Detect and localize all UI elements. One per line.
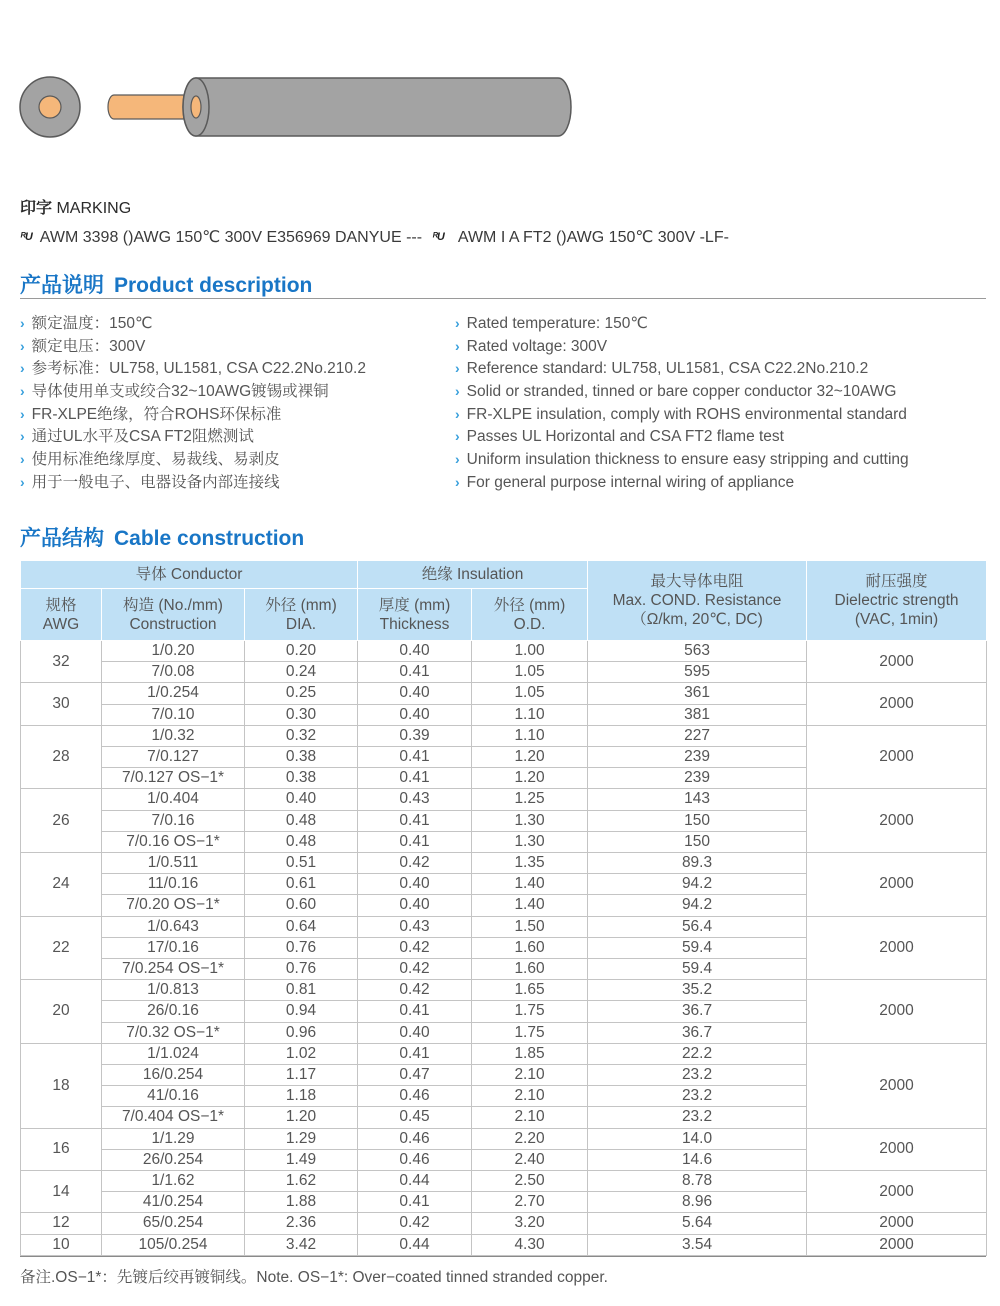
resistance-cell: 5.64 xyxy=(588,1213,807,1234)
header-awg-line: 规格 xyxy=(45,596,77,614)
construction-cell: 7/0.16 OS−1* xyxy=(102,831,245,852)
construction-cell: 7/0.08 xyxy=(102,662,245,683)
thickness-cell: 0.44 xyxy=(358,1171,472,1192)
table-row xyxy=(21,1128,987,1149)
chevron-right-icon: › xyxy=(20,383,25,400)
thickness-cell: 0.40 xyxy=(358,704,472,725)
od-cell: 2.40 xyxy=(472,1149,588,1170)
resistance-cell: 36.7 xyxy=(588,1001,807,1022)
chevron-right-icon: › xyxy=(455,405,460,422)
od-cell: 1.50 xyxy=(472,916,588,937)
dia-cell: 1.49 xyxy=(245,1149,358,1170)
header-dielectric-line: (VAC, 1min) xyxy=(854,611,939,628)
header-awg-line: AWG xyxy=(42,615,80,633)
od-cell: 1.40 xyxy=(472,895,588,916)
dia-cell: 0.60 xyxy=(245,895,358,916)
thickness-cell: 0.40 xyxy=(358,641,472,662)
header-construction-line: 构造 (No./mm) xyxy=(123,596,223,614)
od-cell: 2.10 xyxy=(472,1107,588,1128)
awg-cell: 26 xyxy=(21,789,102,853)
awg-cell: 30 xyxy=(21,683,102,725)
description-text: 用于一般电子、电器设备内部连接线 xyxy=(31,473,280,491)
cable-illustration xyxy=(18,74,574,140)
resistance-cell: 94.2 xyxy=(588,874,807,895)
od-cell: 1.75 xyxy=(472,1022,588,1043)
od-cell: 1.85 xyxy=(472,1043,588,1064)
chevron-right-icon: › xyxy=(455,473,460,490)
resistance-cell: 59.4 xyxy=(588,937,807,958)
dielectric-cell: 2000 xyxy=(807,1213,987,1234)
table-row xyxy=(21,1043,987,1064)
description-item xyxy=(455,403,909,426)
chevron-right-icon: › xyxy=(20,337,25,354)
construction-cell: 1/1.62 xyxy=(102,1171,245,1192)
resistance-cell: 23.2 xyxy=(588,1086,807,1107)
chevron-right-icon: › xyxy=(20,405,25,422)
od-cell: 2.20 xyxy=(472,1128,588,1149)
header-resistance-line: Max. COND. Resistance xyxy=(612,592,782,609)
header-dielectric-line: 耐压强度 xyxy=(865,573,928,590)
construction-cell: 65/0.254 xyxy=(102,1213,245,1234)
resistance-cell: 3.54 xyxy=(588,1234,807,1255)
dia-cell: 0.32 xyxy=(245,725,358,746)
product-description-title xyxy=(20,269,312,299)
construction-cell: 26/0.16 xyxy=(102,1001,245,1022)
chevron-right-icon: › xyxy=(455,337,460,354)
construction-cell: 1/0.511 xyxy=(102,853,245,874)
chevron-right-icon: › xyxy=(20,315,25,331)
dia-cell: 1.02 xyxy=(245,1043,358,1064)
table-row xyxy=(21,789,987,810)
dielectric-cell: 2000 xyxy=(807,789,987,853)
dielectric-cell: 2000 xyxy=(807,1043,987,1128)
od-cell: 1.60 xyxy=(472,959,588,980)
description-item xyxy=(20,448,366,471)
thickness-cell: 0.42 xyxy=(358,980,472,1001)
chevron-right-icon: › xyxy=(455,360,460,377)
table-row xyxy=(21,1234,987,1255)
thickness-cell: 0.44 xyxy=(358,1234,472,1255)
chevron-right-icon: › xyxy=(20,451,25,468)
description-item xyxy=(20,425,366,448)
resistance-cell: 14.6 xyxy=(588,1149,807,1170)
header-dielectric xyxy=(807,561,987,641)
construction-cell: 7/0.16 xyxy=(102,810,245,831)
header-insulation: 绝缘 Insulation xyxy=(358,561,588,589)
construction-cell: 1/0.404 xyxy=(102,789,245,810)
thickness-cell: 0.41 xyxy=(358,768,472,789)
marking-text-1: AWM 3398 ()AWG 150℃ 300V E356969 DANYUE --- xyxy=(39,229,423,246)
table-row xyxy=(21,916,987,937)
header-dielectric-line: Dielectric strength xyxy=(834,592,959,609)
chevron-right-icon: › xyxy=(455,428,460,445)
od-cell: 1.20 xyxy=(472,747,588,768)
dia-cell: 0.30 xyxy=(245,704,358,725)
awg-cell: 10 xyxy=(21,1234,102,1255)
description-text: 额定温度：150℃ xyxy=(31,315,153,332)
thickness-cell: 0.45 xyxy=(358,1107,472,1128)
dia-cell: 0.96 xyxy=(245,1022,358,1043)
thickness-cell: 0.40 xyxy=(358,683,472,704)
table-row xyxy=(21,683,987,704)
resistance-cell: 22.2 xyxy=(588,1043,807,1064)
description-text: Passes UL Horizontal and CSA FT2 flame test xyxy=(466,428,784,446)
chevron-right-icon: › xyxy=(20,360,25,377)
description-text: 额定电压：300V xyxy=(31,337,146,355)
thickness-cell: 0.41 xyxy=(358,831,472,852)
resistance-cell: 239 xyxy=(588,768,807,789)
header-thickness-line: 厚度 (mm) xyxy=(378,596,451,614)
description-text: Rated temperature: 150℃ xyxy=(466,315,648,332)
description-item xyxy=(20,357,366,380)
construction-cell: 105/0.254 xyxy=(102,1234,245,1255)
construction-cell: 7/0.127 OS−1* xyxy=(102,768,245,789)
thickness-cell: 0.42 xyxy=(358,937,472,958)
description-text: FR-XLPE绝缘，符合ROHS环保标准 xyxy=(31,405,282,423)
dia-cell: 0.94 xyxy=(245,1001,358,1022)
awg-cell: 24 xyxy=(21,853,102,917)
thickness-cell: 0.41 xyxy=(358,810,472,831)
construction-cell: 1/0.813 xyxy=(102,980,245,1001)
table-bottom-rule xyxy=(20,1256,986,1257)
marking-line xyxy=(20,227,729,247)
dia-cell: 1.88 xyxy=(245,1192,358,1213)
thickness-cell: 0.43 xyxy=(358,789,472,810)
construction-cell: 17/0.16 xyxy=(102,937,245,958)
resistance-cell: 227 xyxy=(588,725,807,746)
dia-cell: 0.81 xyxy=(245,980,358,1001)
dielectric-cell: 2000 xyxy=(807,980,987,1044)
header-dia-line: 外径 (mm) xyxy=(265,596,337,614)
product-description-title-en: Product description xyxy=(114,274,313,297)
marking-title-en: MARKING xyxy=(56,200,132,217)
resistance-cell: 23.2 xyxy=(588,1107,807,1128)
od-cell: 1.75 xyxy=(472,1001,588,1022)
dia-cell: 3.42 xyxy=(245,1234,358,1255)
dia-cell: 1.29 xyxy=(245,1128,358,1149)
header-od-line: O.D. xyxy=(513,615,546,633)
dia-cell: 0.48 xyxy=(245,831,358,852)
awg-cell: 32 xyxy=(21,641,102,683)
chevron-right-icon: › xyxy=(20,428,25,445)
od-cell: 2.50 xyxy=(472,1171,588,1192)
od-cell: 1.00 xyxy=(472,641,588,662)
thickness-cell: 0.47 xyxy=(358,1065,472,1086)
resistance-cell: 23.2 xyxy=(588,1065,807,1086)
resistance-cell: 36.7 xyxy=(588,1022,807,1043)
table-row xyxy=(21,1213,987,1234)
description-text: 参考标准：UL758, UL1581, CSA C22.2No.210.2 xyxy=(31,360,366,378)
header-dia xyxy=(245,589,358,641)
dielectric-cell: 2000 xyxy=(807,853,987,917)
cable-construction-title xyxy=(20,522,304,552)
description-item xyxy=(20,403,366,426)
od-cell: 1.25 xyxy=(472,789,588,810)
od-cell: 1.30 xyxy=(472,810,588,831)
thickness-cell: 0.40 xyxy=(358,1022,472,1043)
ul-recognized-icon: ᴿU xyxy=(20,231,32,243)
od-cell: 1.10 xyxy=(472,725,588,746)
cable-construction-title-cn: 产品结构 xyxy=(20,527,104,550)
dielectric-cell: 2000 xyxy=(807,1171,987,1213)
resistance-cell: 14.0 xyxy=(588,1128,807,1149)
resistance-cell: 563 xyxy=(588,641,807,662)
header-construction-line: Construction xyxy=(129,615,217,633)
resistance-cell: 8.96 xyxy=(588,1192,807,1213)
construction-cell: 11/0.16 xyxy=(102,874,245,895)
cable-cross-section xyxy=(20,77,80,137)
table-row xyxy=(21,725,987,746)
thickness-cell: 0.43 xyxy=(358,916,472,937)
od-cell: 2.10 xyxy=(472,1065,588,1086)
awg-cell: 14 xyxy=(21,1171,102,1213)
product-description-title-cn: 产品说明 xyxy=(20,274,104,297)
dia-cell: 0.48 xyxy=(245,810,358,831)
od-cell: 1.65 xyxy=(472,980,588,1001)
dia-cell: 0.76 xyxy=(245,937,358,958)
dia-cell: 0.76 xyxy=(245,959,358,980)
dia-cell: 0.24 xyxy=(245,662,358,683)
cable-side-view xyxy=(108,78,571,136)
description-text: 使用标准绝缘厚度、易裁线、易剥皮 xyxy=(31,451,280,469)
construction-cell: 1/0.32 xyxy=(102,725,245,746)
table-row xyxy=(21,1171,987,1192)
description-list-en xyxy=(455,312,909,494)
dia-cell: 0.40 xyxy=(245,789,358,810)
construction-cell: 7/0.127 xyxy=(102,747,245,768)
description-item xyxy=(20,380,366,403)
od-cell: 1.05 xyxy=(472,662,588,683)
description-text: 通过UL水平及CSA FT2阻燃测试 xyxy=(31,428,254,446)
resistance-cell: 59.4 xyxy=(588,959,807,980)
dielectric-cell: 2000 xyxy=(807,641,987,683)
thickness-cell: 0.46 xyxy=(358,1086,472,1107)
description-item xyxy=(455,471,909,494)
dielectric-cell: 2000 xyxy=(807,1128,987,1170)
construction-cell: 16/0.254 xyxy=(102,1065,245,1086)
dia-cell: 0.51 xyxy=(245,853,358,874)
marking-text-2: AWM I A FT2 ()AWG 150℃ 300V -LF- xyxy=(457,229,729,246)
dia-cell: 1.62 xyxy=(245,1171,358,1192)
thickness-cell: 0.41 xyxy=(358,1192,472,1213)
header-thickness-line: Thickness xyxy=(379,615,450,633)
header-awg xyxy=(21,589,102,641)
awg-cell: 22 xyxy=(21,916,102,980)
header-conductor: 导体 Conductor xyxy=(21,561,358,589)
cable-construction-table xyxy=(20,560,987,1256)
resistance-cell: 150 xyxy=(588,810,807,831)
awg-cell: 12 xyxy=(21,1213,102,1234)
description-item xyxy=(455,312,909,335)
od-cell: 1.35 xyxy=(472,853,588,874)
dielectric-cell: 2000 xyxy=(807,683,987,725)
od-cell: 1.05 xyxy=(472,683,588,704)
description-text: Uniform insulation thickness to ensure easy stripping and cutting xyxy=(466,451,909,469)
dia-cell: 0.20 xyxy=(245,641,358,662)
chevron-right-icon: › xyxy=(455,315,460,331)
od-cell: 1.60 xyxy=(472,937,588,958)
od-cell: 1.30 xyxy=(472,831,588,852)
dia-cell: 1.20 xyxy=(245,1107,358,1128)
section-divider xyxy=(20,298,986,299)
construction-cell: 7/0.32 OS−1* xyxy=(102,1022,245,1043)
description-list-cn xyxy=(20,312,366,494)
marking-title-cn: 印字 xyxy=(20,200,53,217)
thickness-cell: 0.39 xyxy=(358,725,472,746)
resistance-cell: 150 xyxy=(588,831,807,852)
dielectric-cell: 2000 xyxy=(807,725,987,789)
resistance-cell: 239 xyxy=(588,747,807,768)
dielectric-cell: 2000 xyxy=(807,1234,987,1255)
description-text: FR-XLPE insulation, comply with ROHS environmental standard xyxy=(466,405,907,423)
thickness-cell: 0.46 xyxy=(358,1149,472,1170)
thickness-cell: 0.41 xyxy=(358,662,472,683)
header-resistance xyxy=(588,561,807,641)
construction-cell: 1/1.024 xyxy=(102,1043,245,1064)
description-text: Reference standard: UL758, UL1581, CSA C22.2No.210.2 xyxy=(466,360,869,378)
description-item xyxy=(20,471,366,494)
resistance-cell: 595 xyxy=(588,662,807,683)
description-item xyxy=(20,312,366,335)
table-row xyxy=(21,853,987,874)
od-cell: 1.20 xyxy=(472,768,588,789)
resistance-cell: 381 xyxy=(588,704,807,725)
thickness-cell: 0.42 xyxy=(358,1213,472,1234)
awg-cell: 16 xyxy=(21,1128,102,1170)
thickness-cell: 0.40 xyxy=(358,874,472,895)
resistance-cell: 143 xyxy=(588,789,807,810)
header-od xyxy=(472,589,588,641)
dia-cell: 0.38 xyxy=(245,747,358,768)
od-cell: 3.20 xyxy=(472,1213,588,1234)
thickness-cell: 0.42 xyxy=(358,959,472,980)
header-resistance-line: 最大导体电阻 xyxy=(650,573,744,590)
resistance-cell: 94.2 xyxy=(588,895,807,916)
od-cell: 4.30 xyxy=(472,1234,588,1255)
resistance-cell: 8.78 xyxy=(588,1171,807,1192)
resistance-cell: 56.4 xyxy=(588,916,807,937)
chevron-right-icon: › xyxy=(455,451,460,468)
c-ul-recognized-icon: ᴿU xyxy=(432,231,444,243)
description-item xyxy=(455,425,909,448)
header-resistance-line: （Ω/km, 20℃, DC) xyxy=(631,611,763,628)
description-item xyxy=(20,335,366,358)
table-row xyxy=(21,980,987,1001)
thickness-cell: 0.41 xyxy=(358,1001,472,1022)
dielectric-cell: 2000 xyxy=(807,916,987,980)
od-cell: 1.10 xyxy=(472,704,588,725)
dia-cell: 0.64 xyxy=(245,916,358,937)
header-od-line: 外径 (mm) xyxy=(493,596,566,614)
od-cell: 2.70 xyxy=(472,1192,588,1213)
marking-title xyxy=(20,195,131,218)
construction-cell: 7/0.404 OS−1* xyxy=(102,1107,245,1128)
od-cell: 2.10 xyxy=(472,1086,588,1107)
dia-cell: 0.25 xyxy=(245,683,358,704)
awg-cell: 20 xyxy=(21,980,102,1044)
chevron-right-icon: › xyxy=(20,473,25,490)
construction-cell: 1/0.643 xyxy=(102,916,245,937)
construction-cell: 41/0.254 xyxy=(102,1192,245,1213)
description-item xyxy=(455,448,909,471)
construction-cell: 1/0.254 xyxy=(102,683,245,704)
dia-cell: 1.17 xyxy=(245,1065,358,1086)
description-text: For general purpose internal wiring of appliance xyxy=(466,473,795,491)
awg-cell: 28 xyxy=(21,725,102,789)
awg-cell: 18 xyxy=(21,1043,102,1128)
construction-cell: 26/0.254 xyxy=(102,1149,245,1170)
dia-cell: 1.18 xyxy=(245,1086,358,1107)
cable-construction-title-en: Cable construction xyxy=(114,527,305,550)
dia-cell: 2.36 xyxy=(245,1213,358,1234)
header-dia-line: DIA. xyxy=(285,615,317,633)
table-body xyxy=(21,641,987,1256)
chevron-right-icon: › xyxy=(455,383,460,400)
construction-cell: 7/0.20 OS−1* xyxy=(102,895,245,916)
description-text: 导体使用单支或绞合32~10AWG镀锡或裸铜 xyxy=(31,383,329,401)
thickness-cell: 0.42 xyxy=(358,853,472,874)
table-row xyxy=(21,641,987,662)
thickness-cell: 0.40 xyxy=(358,895,472,916)
construction-cell: 41/0.16 xyxy=(102,1086,245,1107)
construction-cell: 7/0.10 xyxy=(102,704,245,725)
description-item xyxy=(455,357,909,380)
resistance-cell: 89.3 xyxy=(588,853,807,874)
description-item xyxy=(455,335,909,358)
thickness-cell: 0.46 xyxy=(358,1128,472,1149)
thickness-cell: 0.41 xyxy=(358,1043,472,1064)
resistance-cell: 361 xyxy=(588,683,807,704)
resistance-cell: 35.2 xyxy=(588,980,807,1001)
od-cell: 1.40 xyxy=(472,874,588,895)
construction-cell: 1/1.29 xyxy=(102,1128,245,1149)
description-item xyxy=(455,380,909,403)
footnote: 备注.OS−1*：先镀后绞再镀铜线。Note. OS−1*: Over−coated tinned stranded copper. xyxy=(20,1269,608,1286)
description-text: Rated voltage: 300V xyxy=(466,337,608,355)
construction-cell: 1/0.20 xyxy=(102,641,245,662)
thickness-cell: 0.41 xyxy=(358,747,472,768)
header-thickness xyxy=(358,589,472,641)
description-text: Solid or stranded, tinned or bare copper conductor 32~10AWG xyxy=(466,383,897,401)
dia-cell: 0.61 xyxy=(245,874,358,895)
header-construction xyxy=(102,589,245,641)
construction-cell: 7/0.254 OS−1* xyxy=(102,959,245,980)
dia-cell: 0.38 xyxy=(245,768,358,789)
